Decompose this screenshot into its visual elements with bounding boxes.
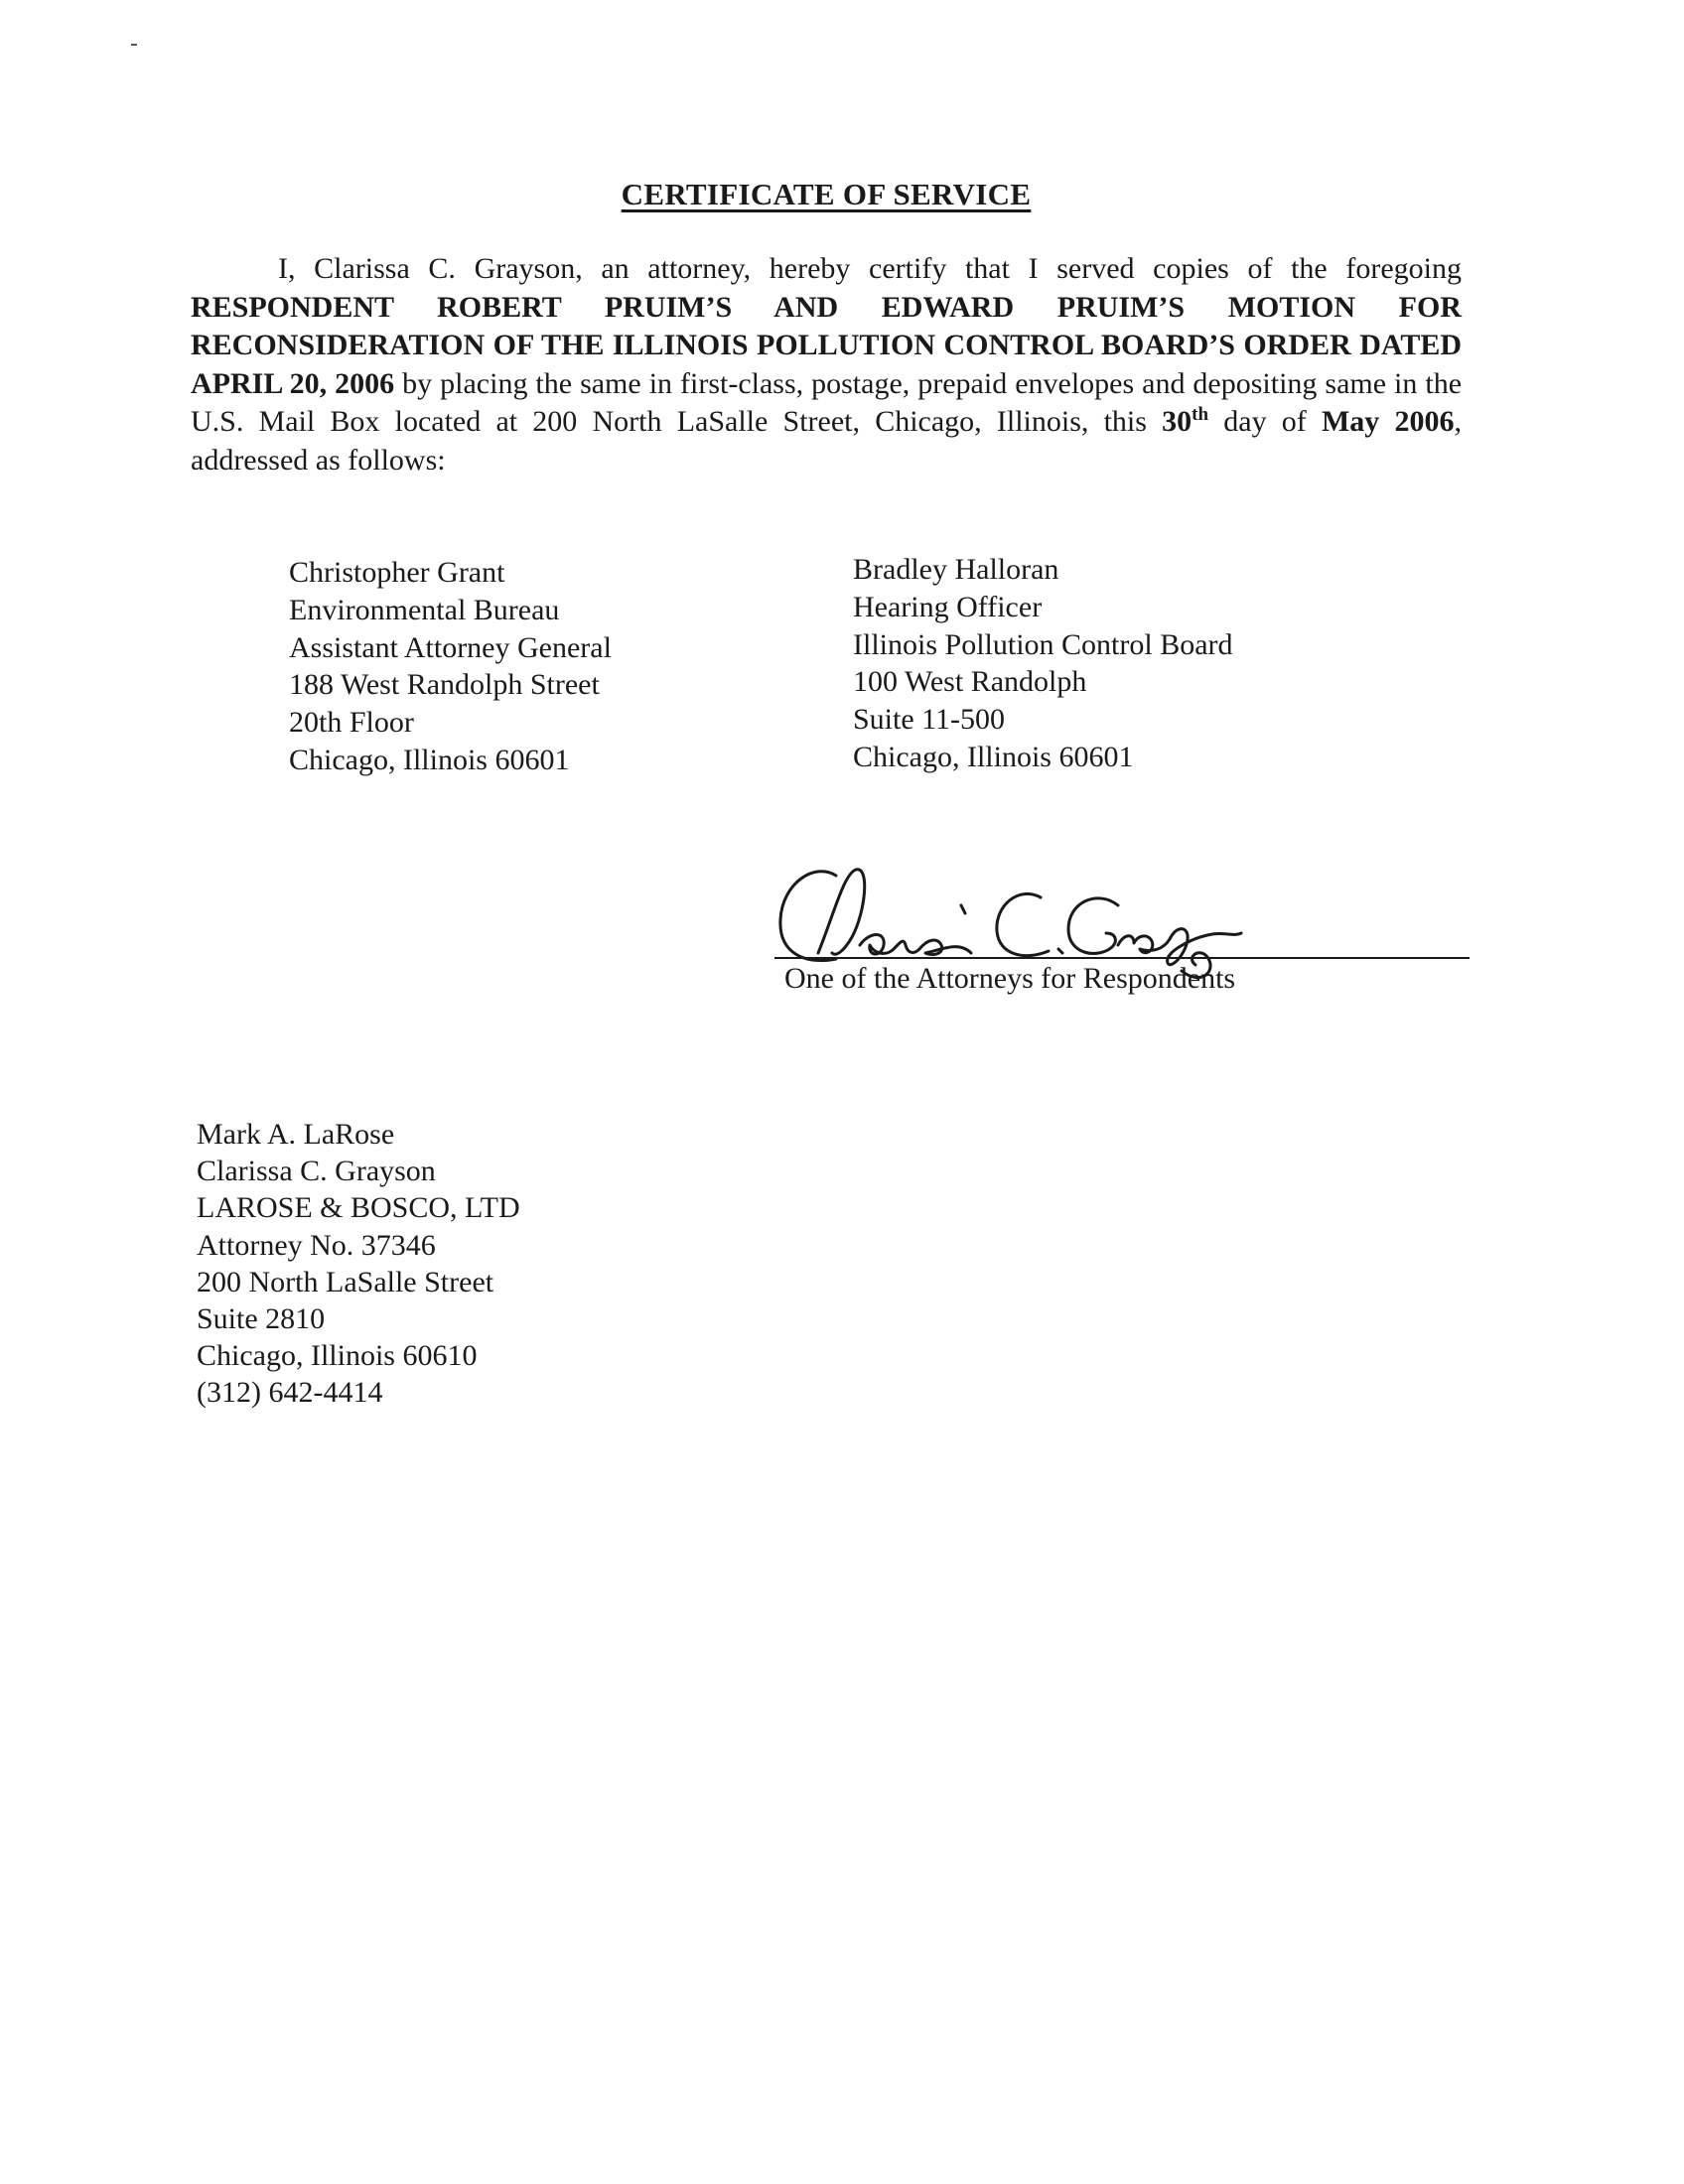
address-line: 188 West Randolph Street xyxy=(289,668,600,702)
address-line: Suite 11-500 xyxy=(853,703,1006,737)
address-line: 20th Floor xyxy=(289,706,414,740)
scan-speck xyxy=(131,44,137,46)
address-line: Chicago, Illinois 60601 xyxy=(853,740,1134,773)
certification-paragraph xyxy=(191,250,1462,479)
address-line: Christopher Grant xyxy=(289,556,505,589)
firm-line: 200 North LaSalle Street xyxy=(197,1265,494,1298)
firm-line: LAROSE & BOSCO, LTD xyxy=(197,1191,520,1225)
month-year: May 2006 xyxy=(1321,405,1455,438)
firm-line: Attorney No. 37346 xyxy=(197,1228,436,1262)
signature-caption: One of the Attorneys for Respondents xyxy=(784,962,1236,995)
firm-line: Chicago, Illinois 60610 xyxy=(197,1339,478,1373)
address-line: Illinois Pollution Control Board xyxy=(853,627,1233,661)
recipient-address-right xyxy=(853,551,1233,776)
signature-block xyxy=(774,854,1470,1013)
attorney-firm-block xyxy=(197,1116,520,1412)
day-of-text: day of xyxy=(1223,405,1307,438)
firm-line: Mark A. LaRose xyxy=(197,1118,395,1151)
firm-line: Clarissa C. Grayson xyxy=(197,1155,436,1188)
address-line: Chicago, Illinois 60601 xyxy=(289,743,570,776)
document-title: CERTIFICATE OF SERVICE xyxy=(621,177,1032,211)
day-number: 30 xyxy=(1162,405,1193,438)
firm-line: (312) 642-4414 xyxy=(197,1376,383,1410)
address-line: Hearing Officer xyxy=(853,590,1043,623)
recipient-address-left xyxy=(289,554,612,779)
address-line: Assistant Attorney General xyxy=(289,630,612,664)
address-line: 100 West Randolph xyxy=(853,665,1087,699)
motion-title: RESPONDENT ROBERT PRUIM’S AND EDWARD PRUIM’S MOTION FOR RECONSIDERATION OF THE ILLINOIS POLLUTION CONTROL BOARD’S ORDER DATED APRIL 20, 2006 xyxy=(191,290,1462,400)
signature-line xyxy=(774,957,1470,959)
intro-text: I, Clarissa C. Grayson, an attorney, hereby certify that I served copies of the foregoing xyxy=(278,252,1462,285)
service-text: by placing the same in first-class, postage, prepaid envelopes and depositing same in the U.S. Mail Box located at 200 North LaSalle Street, Chicago, Illinois, this xyxy=(191,366,1463,438)
firm-line: Suite 2810 xyxy=(197,1302,326,1336)
address-line: Environmental Bureau xyxy=(289,593,560,626)
address-line: Bradley Halloran xyxy=(853,553,1059,586)
closing-text: , addressed as follows: xyxy=(191,405,1462,477)
day-suffix: th xyxy=(1192,404,1209,425)
